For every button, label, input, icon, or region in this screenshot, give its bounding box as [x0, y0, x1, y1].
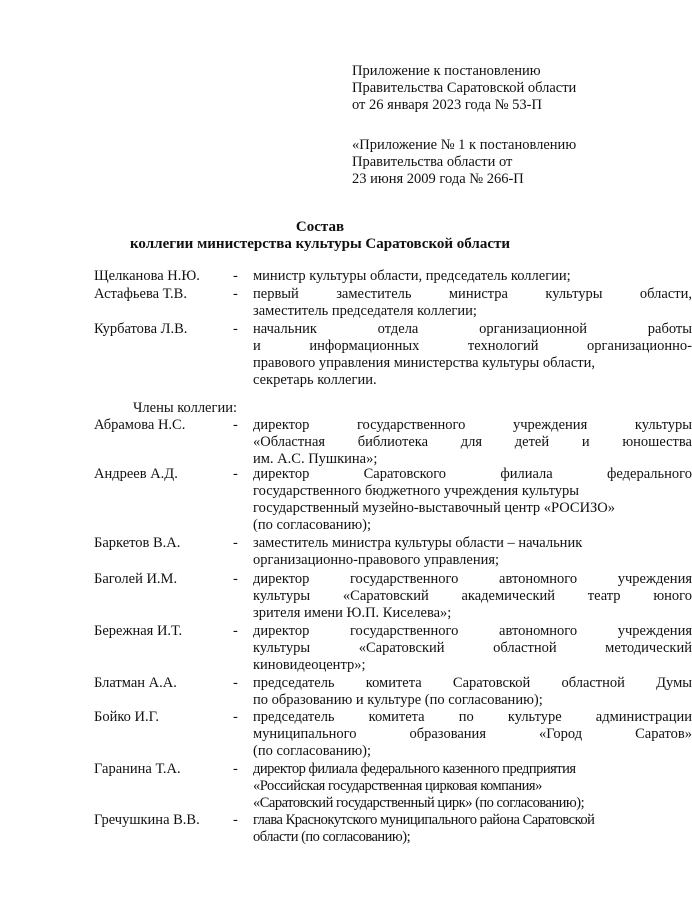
annex-block: [352, 63, 632, 114]
role-line: муниципального образования «Город Саратов»: [253, 726, 692, 742]
document-subtitle: коллегии министерства культуры Саратовской области: [129, 236, 510, 252]
dash: -: [233, 571, 238, 587]
annex-line: 23 июня 2009 года № 266-П: [352, 171, 524, 187]
person-role: [253, 417, 692, 468]
person-role: [253, 675, 692, 709]
dash: -: [233, 675, 238, 691]
role-line: секретарь коллегии.: [253, 372, 377, 388]
role-line: (по согласованию);: [253, 517, 372, 533]
person-role: [253, 286, 692, 320]
role-line: директор государственного автономного учреждения: [253, 571, 692, 587]
dash: -: [233, 466, 238, 482]
dash: -: [233, 417, 238, 433]
dash: -: [233, 321, 238, 337]
dash: -: [233, 623, 238, 639]
role-line: министр культуры области, председатель коллегии;: [253, 268, 571, 284]
role-line: культуры «Саратовский академический театр юного: [253, 588, 692, 604]
person-role: [253, 761, 692, 812]
person-role: [253, 623, 692, 674]
role-line: им. А.С. Пушкина»;: [253, 451, 378, 467]
role-line: глава Краснокутского муниципального района Саратовской: [253, 812, 595, 828]
person-name: Курбатова Л.В.: [94, 321, 188, 337]
annex-line: Приложение к постановлению: [352, 63, 541, 79]
dash: -: [233, 268, 238, 284]
role-line: (по согласованию);: [253, 743, 372, 759]
person-name: Гречушкина В.В.: [94, 812, 200, 828]
person-name: Блатман А.А.: [94, 675, 177, 691]
dash: -: [233, 286, 238, 302]
person-name: Андреев А.Д.: [94, 466, 178, 482]
person-role: [253, 571, 692, 622]
role-line: области (по согласованию);: [253, 829, 411, 845]
role-line: председатель комитета Саратовской областной Думы: [253, 675, 692, 691]
role-line: и информационных технологий организационно-: [253, 338, 692, 354]
role-line: директор филиала федерального казенного предприятия: [253, 761, 576, 777]
annex-original-block: [352, 137, 632, 188]
role-line: директор государственного учреждения культуры: [253, 417, 692, 433]
role-line: председатель комитета по культуре администрации: [253, 709, 692, 725]
role-line: организационно-правового управления;: [253, 552, 500, 568]
annex-line: от 26 января 2023 года № 53-П: [352, 97, 542, 113]
role-line: государственного бюджетного учреждения культуры: [253, 483, 579, 499]
person-role: [253, 466, 692, 534]
role-line: заместитель председателя коллегии;: [253, 303, 477, 319]
person-name: Абрамова Н.С.: [94, 417, 186, 433]
annex-line: Правительства Саратовской области: [352, 80, 577, 96]
role-line: «Российская государственная цирковая компания»: [253, 778, 542, 794]
role-line: правового управления министерства культуры области,: [253, 355, 595, 371]
person-role: [253, 535, 692, 569]
annex-line: «Приложение № 1 к постановлению: [352, 137, 577, 153]
person-name: Щелканова Н.Ю.: [94, 268, 200, 284]
role-line: директор Саратовского филиала федерального: [253, 466, 692, 482]
person-name: Гаранина Т.А.: [94, 761, 181, 777]
person-role: [253, 321, 692, 389]
dash: -: [233, 709, 238, 725]
role-line: государственный музейно-выставочный центр «РОСИЗО»: [253, 500, 616, 516]
dash: -: [233, 812, 238, 828]
role-line: по образованию и культуре (по согласованию);: [253, 692, 543, 708]
person-role: [253, 812, 692, 846]
person-name: Астафьева Т.В.: [94, 286, 187, 302]
role-line: первый заместитель министра культуры области,: [253, 286, 692, 302]
role-line: киновидеоцентр»;: [253, 657, 366, 673]
role-line: директор государственного автономного учреждения: [253, 623, 692, 639]
annex-line: Правительства области от: [352, 154, 513, 170]
role-line: заместитель министра культуры области – начальник: [253, 535, 583, 551]
dash: -: [233, 761, 238, 777]
dash: -: [233, 535, 238, 551]
person-name: Бережная И.Т.: [94, 623, 183, 639]
person-role: [253, 709, 692, 760]
role-line: «Саратовский государственный цирк» (по согласованию);: [253, 795, 585, 811]
person-name: Баголей И.М.: [94, 571, 178, 587]
document-title: Состав: [295, 219, 345, 235]
person-name: Баркетов В.А.: [94, 535, 181, 551]
person-role: [253, 268, 692, 285]
members-label: Члены коллегии:: [133, 400, 237, 416]
role-line: «Областная библиотека для детей и юношества: [253, 434, 692, 450]
role-line: начальник отдела организационной работы: [253, 321, 692, 337]
person-name: Бойко И.Г.: [94, 709, 159, 725]
role-line: зрителя имени Ю.П. Киселева»;: [253, 605, 452, 621]
role-line: культуры «Саратовский областной методический: [253, 640, 692, 656]
